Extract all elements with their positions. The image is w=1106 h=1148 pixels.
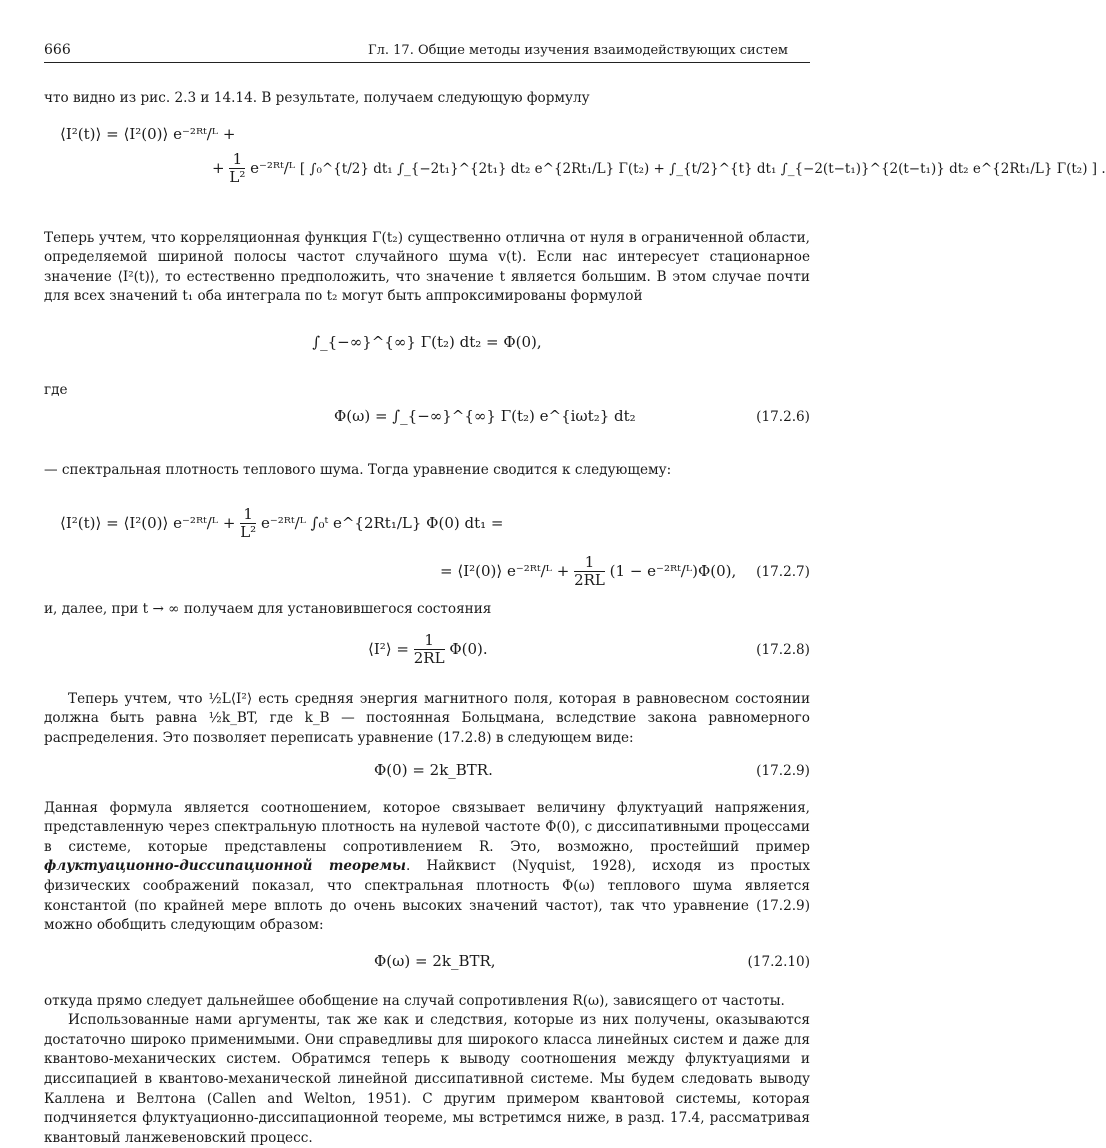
equation-e: [44, 626, 810, 682]
equation-g: [44, 944, 810, 984]
eq-a-body: [ ∫₀^{t/2} dt₁ ∫_{−2t₁}^{2t₁} dt₂ e^{2Rt₁/L} Γ(t₂) + ∫_{t/2}^{t} dt₁ ∫_{−2(t−t₁)}^{2(t−t₁)} dt₂ e^{2Rt₁/L} Γ(t₂) ] .: [299, 160, 1106, 177]
paragraph-5: Теперь учтем, что ½L⟨I²⟩ есть средняя энергия магнитного поля, которая в равновесном состоянии должна быть равна ½k_BT, где k_B — постоянная Больцмана, вследствие закона равномерного распределения. Это позволяет переписать уравнение (17.2.8) в следующем виде:: [44, 690, 810, 746]
equation-f-number: (17.2.9): [756, 762, 810, 779]
equation-c: [44, 401, 810, 453]
eq-d-l2b: (1 − e⁻²ᴿᵗ/ᴸ)Φ(0),: [609, 561, 737, 580]
eq-d-fraction1: [240, 506, 256, 542]
page-number: 666: [44, 42, 71, 58]
equation-b-text: ∫_{−∞}^{∞} Γ(t₂) dt₂ = Φ(0),: [312, 332, 542, 351]
equation-g-text: Φ(ω) = 2k_BTR,: [374, 951, 496, 970]
paragraph-2: Теперь учтем, что корреляционная функция Γ(t₂) существенно отлична от нуля в ограниченной области, определяемой шириной полосы частот случайного шума v(t). Если нас интересует стационарное значение ⟨I²(t)⟩, то естественно предположить, что значение t является большим. В этом случае почти для всех значений t₁ оба интеграла по t₂ могут быть аппроксимированы формулой: [44, 229, 810, 305]
equation-a-line1: ⟨I²(t)⟩ = ⟨I²(0)⟩ e⁻²ᴿᵗ/ᴸ +: [60, 124, 236, 143]
eq-a-exp: e⁻²ᴿᵗ/ᴸ: [250, 158, 296, 177]
eq-a-plus: +: [212, 158, 225, 177]
running-header: [44, 36, 810, 63]
equation-d-line1: [60, 506, 503, 542]
eq-a-num: 1: [229, 151, 245, 169]
eq-d-den1: L²: [240, 523, 257, 542]
equation-d-number: (17.2.7): [756, 564, 810, 581]
eq-d-num2: 1: [574, 554, 605, 572]
eq-a-den: L²: [229, 167, 246, 186]
equation-c-number: (17.2.6): [756, 408, 810, 425]
equation-e-text: [368, 632, 488, 668]
eq-d-den2: 2RL: [574, 571, 605, 590]
equation-e-number: (17.2.8): [756, 641, 810, 658]
equation-c-text: Φ(ω) = ∫_{−∞}^{∞} Γ(t₂) e^{iωt₂} dt₂: [334, 406, 636, 425]
chapter-title: Гл. 17. Общие методы изучения взаимодействующих систем: [368, 43, 788, 58]
paragraph-1: что видно из рис. 2.3 и 14.14. В результате, получаем следующую формулу: [44, 90, 590, 106]
paragraph-4: и, далее, при t → ∞ получаем для установившегося состояния: [44, 601, 492, 618]
eq-e-rhs: Φ(0).: [449, 639, 488, 658]
eq-e-den1: 2RL: [413, 649, 445, 667]
page: [44, 36, 1106, 1148]
paragraph-6: [44, 799, 810, 936]
equation-d: [44, 492, 810, 600]
eq-e-num1: 1: [414, 632, 445, 650]
equation-f: [44, 755, 810, 791]
equation-g-number: (17.2.10): [747, 953, 810, 970]
p6-term-emphasis: флуктуационно-диссипационной теоремы: [44, 858, 406, 875]
p6-part-c: . Найквист (Nyquist, 1928), исходя из простых физических соображений показал, что спектральная плотность Φ(ω) теплового шума является константой (по крайней мере вплоть до очень высоких значений частот), так что уравнение (17.2.9) можно обобщить следующим образом:: [44, 858, 810, 934]
eq-d-l2a: = ⟨I²(0)⟩ e⁻²ᴿᵗ/ᴸ +: [440, 561, 570, 580]
eq-d-l1a: ⟨I²(t)⟩ = ⟨I²(0)⟩ e⁻²ᴿᵗ/ᴸ +: [60, 513, 236, 532]
paragraph-3: — спектральная плотность теплового шума. Тогда уравнение сводится к следующему:: [44, 461, 672, 478]
paragraph-8: Использованные нами аргументы, так же как и следствия, которые из них получены, оказываются достаточно широко применимыми. Они справедливы для широкого класса линейных систем и даже для квантово-механических систем. Обратимся теперь к выводу соотношения между флуктуациями и диссипацией в квантово-механической линейной диссипативной системе. Мы будем следовать выводу Каллена и Велтона (Callen and Welton, 1951). С другим примером квантовой системы, которая подчиняется флуктуационно-диссипационной теореме, мы встретимся ниже, в разд. 17.4, рассматривая квантовый ланжевеновский процесс.: [44, 1012, 810, 1146]
paragraph-7: откуда прямо следует дальнейшее обобщение на случай сопротивления R(ω), зависящего от частоты.: [44, 992, 785, 1009]
eq-d-l1b: e⁻²ᴿᵗ/ᴸ ∫₀ᵗ e^{2Rt₁/L} Φ(0) dt₁ =: [260, 513, 504, 532]
equation-d-line2: [440, 554, 736, 590]
eq-d-fraction2: [574, 554, 605, 590]
equation-a: [44, 121, 1106, 217]
eq-d-num1: 1: [240, 506, 256, 524]
equation-a-line2: [212, 151, 1106, 187]
equation-f-text: Φ(0) = 2k_BTR.: [374, 760, 493, 779]
eq-e-lhs: ⟨I²⟩ =: [368, 639, 409, 658]
paragraph-where: где: [44, 381, 68, 398]
p6-part-a: Данная формула является соотношением, которое связывает величину флуктуаций напряжения, представленную через спектральную плотность на нулевой частоте Φ(0), с диссипативными процессами в системе, которые представлены сопротивлением R. Это, возможно, простейший пример: [44, 799, 810, 855]
eq-a-fraction: [229, 151, 245, 187]
eq-e-fraction: [414, 632, 445, 668]
equation-b: [44, 311, 810, 381]
